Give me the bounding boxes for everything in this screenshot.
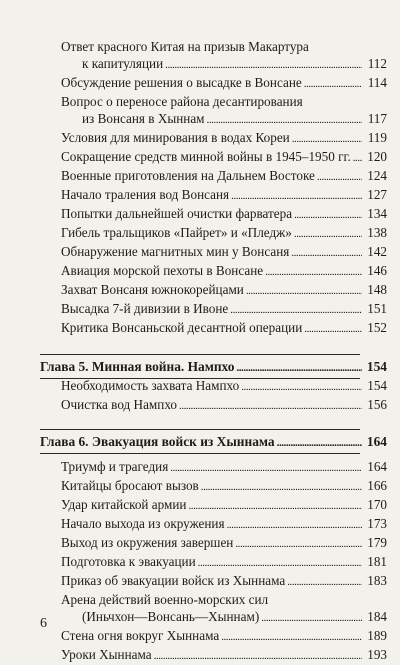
toc-entry bbox=[0, 458, 400, 477]
toc-entry bbox=[0, 262, 400, 281]
leader-dots bbox=[246, 283, 362, 300]
toc-page-number: 148 bbox=[367, 282, 387, 297]
leader-dots bbox=[227, 517, 362, 534]
toc-entry bbox=[0, 591, 400, 627]
toc-entry bbox=[0, 553, 400, 572]
leader-dots bbox=[221, 629, 362, 646]
leader-dots bbox=[165, 57, 362, 74]
toc-page-number: 183 bbox=[367, 573, 387, 588]
toc-page-number: 170 bbox=[367, 497, 387, 512]
leader-dots bbox=[198, 555, 362, 572]
toc-entry bbox=[0, 377, 400, 396]
toc-entry-title-line: Вопрос о переносе района десантирования bbox=[61, 94, 303, 109]
toc-page-number: 114 bbox=[367, 75, 387, 90]
leader-dots bbox=[241, 379, 362, 396]
leader-dots bbox=[317, 169, 362, 186]
toc-entry-title: Китайцы бросают вызов bbox=[61, 478, 199, 493]
toc-entry-title: Очистка вод Нампхо bbox=[61, 397, 178, 412]
toc-page-number: 138 bbox=[367, 225, 387, 240]
leader-dots bbox=[265, 264, 362, 281]
toc-entry bbox=[0, 167, 400, 186]
toc-section-chapter4-entries bbox=[0, 38, 400, 338]
toc-page-number: 120 bbox=[367, 149, 387, 164]
leader-dots bbox=[154, 648, 362, 665]
toc-page-number: 134 bbox=[367, 206, 387, 221]
toc-page-number: 119 bbox=[367, 130, 387, 145]
toc-page-number: 124 bbox=[367, 168, 387, 183]
toc-page-number: 166 bbox=[367, 478, 387, 493]
toc-entry bbox=[0, 646, 400, 665]
toc-entry bbox=[0, 477, 400, 496]
page-number: 6 bbox=[40, 616, 47, 631]
toc-page-number: 164 bbox=[366, 434, 387, 449]
toc-entry bbox=[0, 515, 400, 534]
toc-entry bbox=[0, 627, 400, 646]
toc-page-number: 156 bbox=[367, 397, 387, 412]
toc-entry bbox=[0, 148, 400, 167]
toc-entry-title: Высадка 7-й дивизии в Ивоне bbox=[61, 301, 229, 316]
leader-dots bbox=[235, 536, 362, 553]
toc-page-number: 181 bbox=[367, 554, 387, 569]
leader-dots bbox=[291, 245, 362, 262]
toc-entry-title: к капитуляции bbox=[82, 56, 164, 71]
toc-chapter-6 bbox=[0, 433, 400, 452]
toc-entry-title: Условия для минирования в водах Кореи bbox=[61, 130, 290, 145]
toc-entry-title: Приказ об эвакуации войск из Хыннама bbox=[61, 573, 286, 588]
chapter-rule bbox=[40, 453, 360, 454]
toc-entry-title: Гибель тральщиков «Пайрет» и «Пледж» bbox=[61, 225, 292, 240]
toc-page-number: 184 bbox=[367, 609, 387, 624]
chapter-rule bbox=[40, 378, 360, 379]
leader-dots bbox=[292, 131, 362, 148]
toc-entry bbox=[0, 534, 400, 553]
table-of-contents bbox=[0, 38, 400, 665]
leader-dots bbox=[261, 610, 362, 627]
toc-entry-title: Обнаружение магнитных мин у Вонсаня bbox=[61, 244, 290, 259]
toc-chapter-5 bbox=[0, 358, 400, 377]
leader-dots bbox=[287, 574, 362, 591]
leader-dots bbox=[207, 112, 362, 129]
toc-page-number: 193 bbox=[367, 647, 387, 662]
toc-page-number: 112 bbox=[367, 56, 387, 71]
toc-page-number: 164 bbox=[367, 459, 387, 474]
toc-entry-title: Критика Вонсаньской десантной операции bbox=[61, 320, 303, 335]
toc-entry-title: Начало выхода из окружения bbox=[61, 516, 225, 531]
toc-page-number: 189 bbox=[367, 628, 387, 643]
toc-entry-title: Обсуждение решения о высадке в Вонсане bbox=[61, 75, 302, 90]
toc-entry-title: Выход из окружения завершен bbox=[61, 535, 234, 550]
toc-entry-title: Попытки дальнейшей очистки фарватера bbox=[61, 206, 293, 221]
toc-entry bbox=[0, 396, 400, 415]
toc-entry-title: Необходимость захвата Нампхо bbox=[61, 378, 240, 393]
toc-entry-title: Сокращение средств минной войны в 1945–1950 гг. bbox=[61, 149, 351, 164]
toc-entry bbox=[0, 74, 400, 93]
toc-entry-title: Стена огня вокруг Хыннама bbox=[61, 628, 220, 643]
toc-page-number: 117 bbox=[367, 111, 387, 126]
chapter-rule bbox=[40, 354, 360, 355]
leader-dots bbox=[189, 498, 363, 515]
toc-entry-title: Глава 5. Минная война. Нампхо bbox=[40, 359, 235, 374]
toc-entry-title: Триумф и трагедия bbox=[61, 459, 169, 474]
leader-dots bbox=[294, 226, 362, 243]
toc-entry bbox=[0, 186, 400, 205]
toc-page-number: 152 bbox=[367, 320, 387, 335]
toc-section-chapter6-entries bbox=[0, 458, 400, 665]
toc-entry bbox=[0, 319, 400, 338]
toc-entry-title: (Иньчхон—Вонсань—Хыннам) bbox=[82, 609, 260, 624]
toc-page-number: 151 bbox=[367, 301, 387, 316]
toc-entry bbox=[0, 129, 400, 148]
toc-page-number: 142 bbox=[367, 244, 387, 259]
toc-entry-title: из Вонсаня в Хыннам bbox=[82, 111, 205, 126]
leader-dots bbox=[201, 479, 362, 496]
toc-page-number: 154 bbox=[367, 378, 387, 393]
toc-chapter-heading bbox=[0, 358, 400, 377]
toc-page-number: 146 bbox=[367, 263, 387, 278]
toc-entry-title: Уроки Хыннама bbox=[61, 647, 152, 662]
toc-chapter-heading bbox=[0, 433, 400, 452]
toc-entry-title-line: Ответ красного Китая на призыв Макартура bbox=[61, 39, 309, 54]
leader-dots bbox=[230, 302, 362, 319]
toc-entry bbox=[0, 572, 400, 591]
toc-entry bbox=[0, 38, 400, 74]
leader-dots bbox=[304, 321, 362, 338]
toc-page-number: 154 bbox=[366, 359, 387, 374]
toc-entry-title: Начало траления вод Вонсаня bbox=[61, 187, 230, 202]
toc-entry bbox=[0, 243, 400, 262]
leader-dots bbox=[304, 76, 362, 93]
toc-entry-title: Захват Вонсаня южнокорейцами bbox=[61, 282, 244, 297]
toc-entry-title: Глава 6. Эвакуация войск из Хыннама bbox=[40, 434, 275, 449]
toc-section-chapter5-entries bbox=[0, 377, 400, 415]
toc-entry-title-line: Арена действий военно-морских сил bbox=[61, 592, 269, 607]
toc-page-number: 179 bbox=[367, 535, 387, 550]
toc-entry-title: Подготовка к эвакуации bbox=[61, 554, 196, 569]
toc-entry-title: Авиация морской пехоты в Вонсане bbox=[61, 263, 264, 278]
toc-entry bbox=[0, 300, 400, 319]
toc-entry bbox=[0, 205, 400, 224]
leader-dots bbox=[353, 150, 362, 167]
leader-dots bbox=[170, 460, 362, 477]
toc-page-number: 173 bbox=[367, 516, 387, 531]
chapter-rule bbox=[40, 429, 360, 430]
leader-dots bbox=[294, 207, 362, 224]
toc-entry bbox=[0, 496, 400, 515]
toc-page-number: 127 bbox=[367, 187, 387, 202]
leader-dots bbox=[236, 360, 362, 377]
toc-entry bbox=[0, 93, 400, 129]
toc-entry-title: Удар китайской армии bbox=[61, 497, 187, 512]
toc-entry bbox=[0, 281, 400, 300]
leader-dots bbox=[179, 398, 362, 415]
leader-dots bbox=[231, 188, 362, 205]
toc-entry-title: Военные приготовления на Дальнем Востоке bbox=[61, 168, 315, 183]
toc-entry bbox=[0, 224, 400, 243]
leader-dots bbox=[277, 435, 362, 452]
